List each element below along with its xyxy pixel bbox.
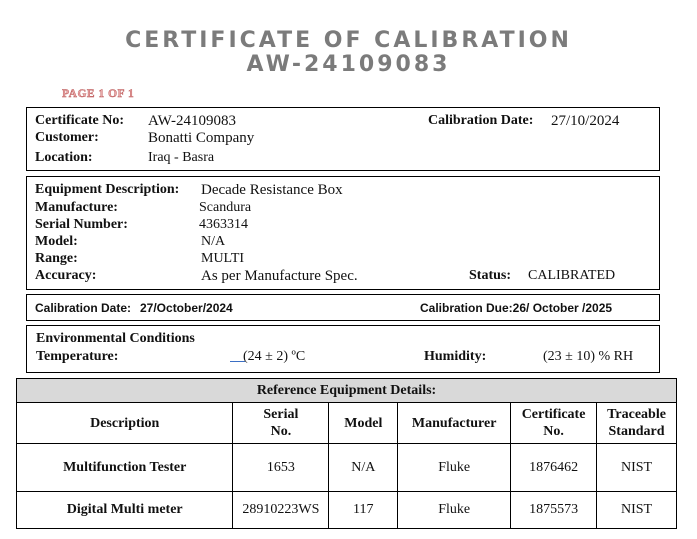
row-model: N/A [329,444,398,492]
row-manufacturer: Fluke [398,492,511,529]
status-value: CALIBRATED [528,268,616,283]
manufacture-label: Manufacture: [35,200,118,215]
col-serial: Serial No. [233,403,329,444]
col-traceable: Traceable Standard [597,403,677,444]
row-description: Multifunction Tester [17,444,233,492]
calibration-date-value: 27/October/2024 [140,301,233,315]
customer-label: Customer: [35,130,99,145]
model-value: N/A [201,234,226,249]
range-label: Range: [35,251,78,266]
reference-heading: Reference Equipment Details: [17,379,677,403]
humidity-label: Humidity: [424,349,487,364]
equipment-desc-value: Decade Resistance Box [201,182,343,198]
location-label: Location: [35,150,93,165]
calibration-date-label: Calibration Date: [35,301,132,315]
row-certificate: 1875573 [511,492,597,529]
serial-value: 4363314 [199,217,248,232]
environment-heading: Environmental Conditions [36,331,195,346]
row-model: 117 [329,492,398,529]
cert-no-value: AW-24109083 [148,113,236,129]
table-row [17,492,677,529]
row-serial: 1653 [233,444,329,492]
accuracy-value: As per Manufacture Spec. [201,268,358,284]
certificate-number-title: AW-24109083 [246,52,451,77]
col-model: Model [329,403,398,444]
temperature-value: (24 ± 2) ºC [243,349,306,364]
row-serial: 28910223WS [233,492,329,529]
customer-value: Bonatti Company [148,130,255,146]
reference-equipment-table [16,378,677,529]
row-traceable: NIST [597,492,677,529]
manufacture-value: Scandura [199,200,252,215]
page-indicator: PAGE 1 OF 1 [62,88,135,100]
col-manufacturer: Manufacturer [398,403,511,444]
status-label: Status: [469,268,512,283]
row-certificate: 1876462 [511,444,597,492]
humidity-value: (23 ± 10) % RH [543,349,634,364]
cal-date-value: 27/10/2024 [551,113,620,129]
serial-label: Serial Number: [35,217,128,232]
location-value: Iraq - Basra [148,150,215,165]
col-certificate: Certificate No. [511,403,597,444]
table-row [17,444,677,492]
model-label: Model: [35,234,78,249]
equipment-desc-label: Equipment Description: [35,182,180,197]
temperature-label: Temperature: [36,349,119,364]
certificate-title: CERTIFICATE OF CALIBRATION [125,28,572,53]
calibration-due: Calibration Due:26/ October /2025 [420,301,613,315]
row-manufacturer: Fluke [398,444,511,492]
accuracy-label: Accuracy: [35,268,97,283]
row-description: Digital Multi meter [17,492,233,529]
cert-no-label: Certificate No: [35,113,125,128]
range-value: MULTI [201,251,245,266]
row-traceable: NIST [597,444,677,492]
col-description: Description [17,403,233,444]
cal-date-label: Calibration Date: [428,113,534,128]
